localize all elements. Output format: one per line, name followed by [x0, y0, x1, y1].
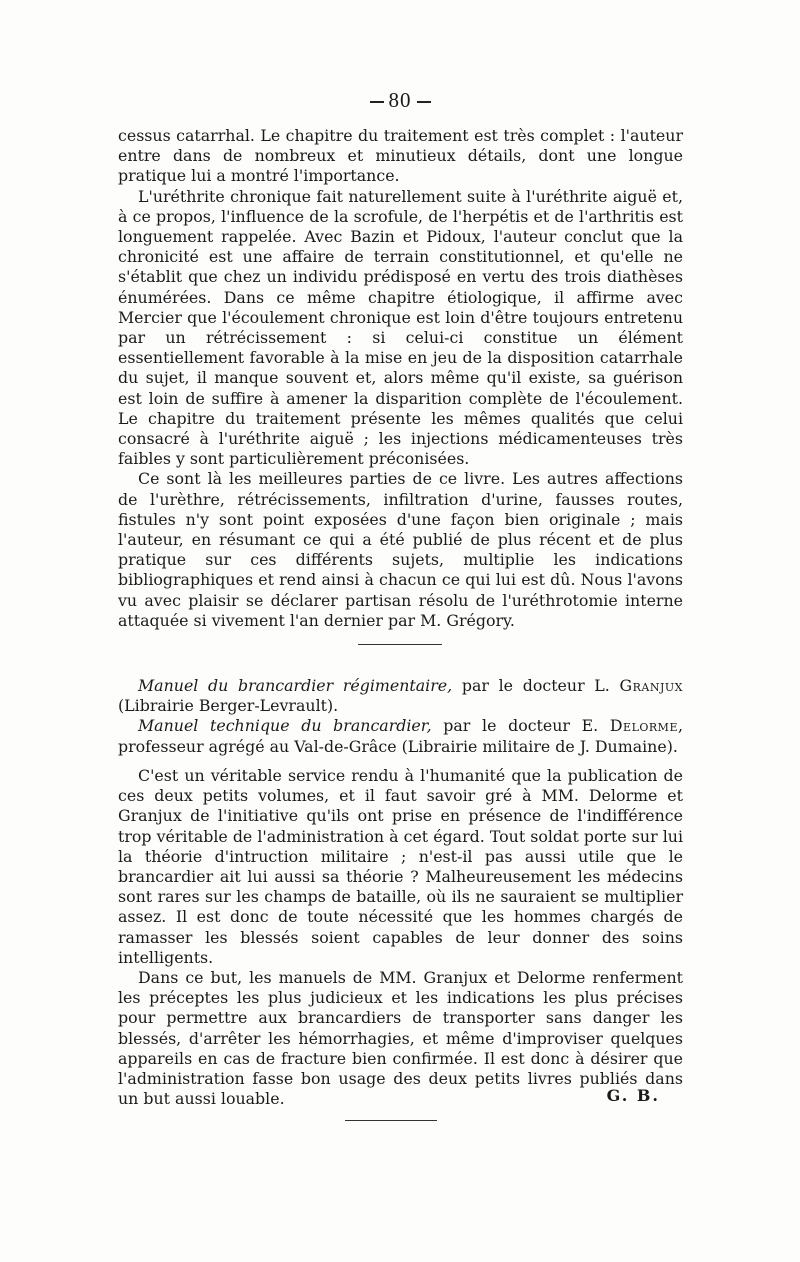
book-title: Manuel technique du brancardier, — [138, 716, 432, 736]
paragraph: C'est un véritable service rendu à l'humanité que la publication de ces deux petits volumes, et il faut savoir gré à MM. Delorme et Granjux de l'initiative qu'ils ont prise en présence de l'indifférence trop véritable de l'administration à cet égard. Tout soldat porte sur lui la théorie d'intruction militaire ; n'est-il pas aussi utile que le brancardier ait lui aussi sa théorie ? Malheureusement les médecins sont rares sur les champs de bataille, où ils ne sauraient se multiplier assez. Il est donc de toute nécessité que les hommes chargés de ramasser les blessés soient capables de leur donner des soins intelligents. — [118, 766, 683, 967]
citation-1 — [118, 676, 683, 716]
folio-dash-right — [417, 101, 431, 103]
book-title: Manuel du brancardier régimentaire, — [138, 676, 453, 695]
book-publisher: (Librairie Berger-Levrault). — [118, 696, 339, 716]
section-divider — [358, 644, 442, 645]
book-detail: , professeur agrégé au Val-de-Grâce (Librairie militaire de J. Dumaine). — [118, 716, 683, 756]
folio-dash-left — [370, 101, 384, 103]
citation-by: par le docteur L. — [461, 676, 610, 695]
review-continuation — [118, 126, 683, 631]
book-author: Delorme — [609, 716, 678, 736]
book-citations — [118, 676, 683, 757]
paragraph: Ce sont là les meilleures parties de ce livre. Les autres affections de l'urèthre, rétrécissements, infiltration d'urine, fausses routes, fistules n'y sont point exposées d'une façon bien originale ; mais l'auteur, en résumant ce qui a été publié de plus récent et de plus pratique sur ces différents sujets, multiplie les indications bibliographiques et rend ainsi à chacun ce qui lui est dû. Nous l'avons vu avec plaisir se déclarer partisan résolu de l'uréthrotomie interne attaquée si vivement l'an dernier par M. Grégory. — [118, 469, 683, 630]
paragraph: cessus catarrhal. Le chapitre du traitement est très complet : l'auteur entre dans de nombreux et minutieux détails, dont une longue pratique lui a montré l'importance. — [118, 126, 683, 186]
book-author: Granjux — [619, 676, 684, 695]
paragraph: Dans ce but, les manuels de MM. Granjux et Delorme renferment les préceptes les plus judicieux et les indications les plus précises pour permettre aux brancardiers de transporter sans danger les blessés, d'arrêter les hémorrhagies, et même d'improviser quelques appareils en cas de fracture bien confirmée. Il est donc à désirer que l'administration fasse bon usage des deux petits livres publiés dans un but aussi louable. — [118, 968, 683, 1109]
end-rule — [345, 1120, 437, 1121]
page-number — [0, 88, 800, 113]
page-number-text: 80 — [388, 88, 412, 112]
review-body — [118, 766, 683, 1109]
citation-by: par le docteur E. — [443, 716, 599, 736]
citation-2 — [118, 716, 683, 756]
signature: G. B. — [606, 1086, 660, 1105]
paragraph: L'uréthrite chronique fait naturellement suite à l'uréthrite aiguë et, à ce propos, l'influence de la scrofule, de l'herpétis et de l'arthritis est longuement rappelée. Avec Bazin et Pidoux, l'auteur conclut que la chronicité est une affaire de terrain constitutionnel, et qu'elle ne s'établit que chez un individu prédisposé en vertu des trois diathèses énumérées. Dans ce même chapitre étiologique, il affirme avec Mercier que l'écoulement chronique est loin d'être toujours entretenu par un rétrécissement : si celui-ci constitue un élément essentiellement favorable à la mise en jeu de la disposition catarrhale du sujet, il manque souvent et, alors même qu'il existe, sa guérison est loin de suffire à amener la disparition complète de l'écoulement. Le chapitre du traitement présente les mêmes qualités que celui consacré à l'uréthrite aiguë ; les injections médicamenteuses très faibles y sont particulièrement préconisées. — [118, 186, 683, 469]
